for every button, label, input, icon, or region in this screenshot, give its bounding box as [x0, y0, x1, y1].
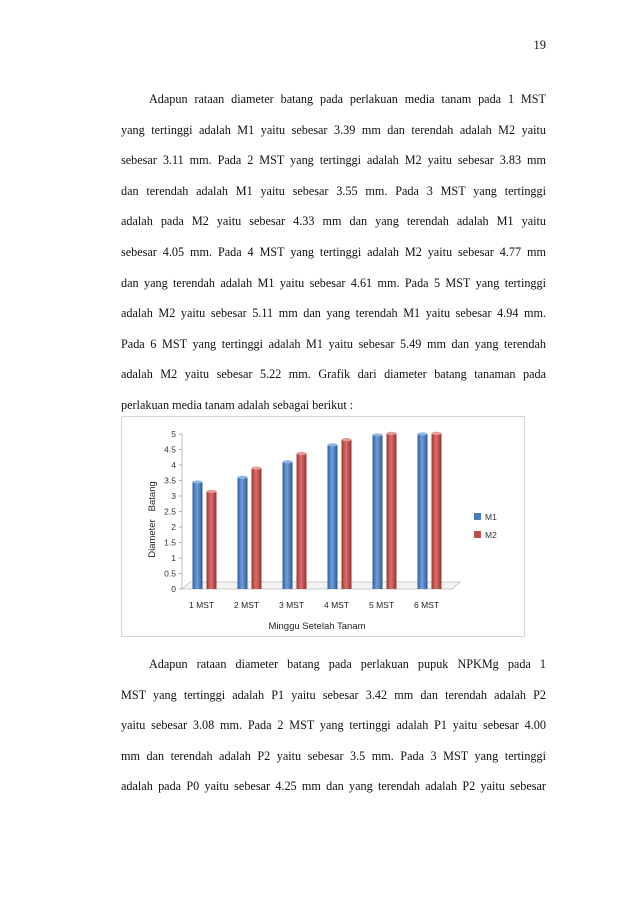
text-line: yang tertinggi adalah M1 yaitu sebesar 3.39 mm dan terendah adalah M2 yaitu — [121, 122, 546, 137]
bar-m1 — [238, 477, 248, 589]
diameter-chart — [121, 416, 525, 637]
bar-m1 — [418, 434, 428, 589]
legend-swatch-m2 — [474, 531, 481, 538]
paragraph-media-tanam — [121, 84, 546, 421]
text-line: dan yang terendah adalah M1 yaitu sebesar 4.61 mm. Pada 5 MST yang tertinggi — [121, 275, 546, 290]
text-line: yaitu sebesar 3.08 mm. Pada 2 MST yang tertinggi adalah P1 yaitu sebesar 4.00 — [121, 718, 546, 733]
x-tick-label: 5 MST — [368, 600, 395, 610]
legend-swatch-m1 — [474, 513, 481, 520]
chart-bars — [193, 432, 442, 589]
x-tick-label: 3 MST — [278, 600, 305, 610]
bar-top-m2 — [387, 432, 397, 435]
text-line: adalah pada M2 yaitu sebesar 4.33 mm dan yang terendah adalah M1 yaitu — [121, 214, 546, 229]
legend-label-m2: M2 — [485, 530, 497, 540]
text-line: MST yang tertinggi adalah P1 yaitu sebesar 3.42 mm dan terendah adalah P2 — [121, 687, 546, 702]
y-tick-label: 1.5 — [164, 537, 176, 548]
bar-m1 — [328, 445, 338, 589]
chart-legend — [474, 512, 497, 540]
bar-top-m1 — [373, 433, 383, 436]
text-line: adalah M2 yaitu sebesar 5.22 mm. Grafik dari diameter batang tanaman pada — [121, 367, 546, 382]
bar-top-m2 — [432, 432, 442, 435]
bar-m1 — [283, 462, 293, 589]
legend-label-m1: M1 — [485, 512, 497, 522]
y-tick-label: 0.5 — [164, 568, 176, 579]
bar-top-m2 — [342, 438, 352, 441]
x-tick-label: 6 MST — [413, 600, 440, 610]
y-tick-label: 4.5 — [164, 444, 176, 455]
y-tick-label: 0 — [171, 584, 176, 594]
bar-top-m1 — [238, 476, 248, 479]
paragraph-pupuk-npkmg — [121, 649, 546, 802]
text-line: Pada 6 MST yang tertinggi adalah M1 yaitu sebesar 5.49 mm dan yang terendah — [121, 336, 546, 351]
text-line: dan terendah adalah M1 yaitu sebesar 3.55 mm. Pada 3 MST yang tertinggi — [121, 183, 546, 198]
bar-top-m1 — [328, 443, 338, 446]
text-line: adalah M2 yaitu sebesar 5.11 mm dan yang terendah M1 yaitu sebesar 4.94 mm. — [121, 306, 546, 321]
x-axis-label: Minggu Setelah Tanam — [268, 621, 366, 632]
y-axis-label: Diameter Batang — [147, 481, 158, 558]
bar-m2 — [297, 454, 307, 589]
text-line: Adapun rataan diameter batang pada perlakuan media tanam pada 1 MST — [149, 92, 546, 106]
bar-top-m2 — [207, 490, 217, 493]
bar-m1 — [373, 435, 383, 589]
bar-m2 — [207, 491, 217, 589]
y-tick-label: 3 — [171, 491, 176, 501]
bar-m2 — [432, 433, 442, 589]
text-line: sebesar 3.11 mm. Pada 2 MST yang tertinggi adalah M2 yaitu sebesar 3.83 mm — [121, 153, 546, 168]
y-tick-label: 2 — [171, 522, 176, 532]
bar-top-m1 — [193, 480, 203, 483]
text-line: adalah pada P0 yaitu sebesar 4.25 mm dan yang terendah adalah P2 yaitu sebesar — [121, 779, 546, 794]
y-tick-label: 5 — [171, 429, 176, 439]
y-tick-label: 2.5 — [164, 506, 176, 517]
y-tick-label: 1 — [171, 553, 176, 563]
bar-top-m1 — [418, 432, 428, 435]
bar-top-m1 — [283, 460, 293, 463]
x-tick-label: 4 MST — [323, 600, 350, 610]
y-tick-label: 4 — [171, 460, 176, 470]
text-line: perlakuan media tanam adalah sebagai berikut : — [121, 397, 354, 412]
bar-m2 — [387, 433, 397, 589]
bar-top-m2 — [252, 467, 262, 470]
text-line: mm dan terendah adalah P2 yaitu sebesar 3.5 mm. Pada 3 MST yang tertinggi — [121, 748, 546, 763]
page-number: 19 — [533, 38, 546, 52]
bar-m2 — [342, 440, 352, 589]
x-tick-label: 2 MST — [233, 600, 260, 610]
text-line: sebesar 4.05 mm. Pada 4 MST yang tertinggi adalah M2 yaitu sebesar 4.77 mm — [121, 244, 546, 259]
bar-top-m2 — [297, 452, 307, 455]
bar-m1 — [193, 482, 203, 589]
chart-canvas — [122, 417, 524, 636]
text-line: Adapun rataan diameter batang pada perlakuan pupuk NPKMg pada 1 — [149, 657, 546, 671]
x-tick-label: 1 MST — [188, 600, 215, 610]
y-tick-label: 3.5 — [164, 475, 176, 486]
bar-m2 — [252, 468, 262, 589]
